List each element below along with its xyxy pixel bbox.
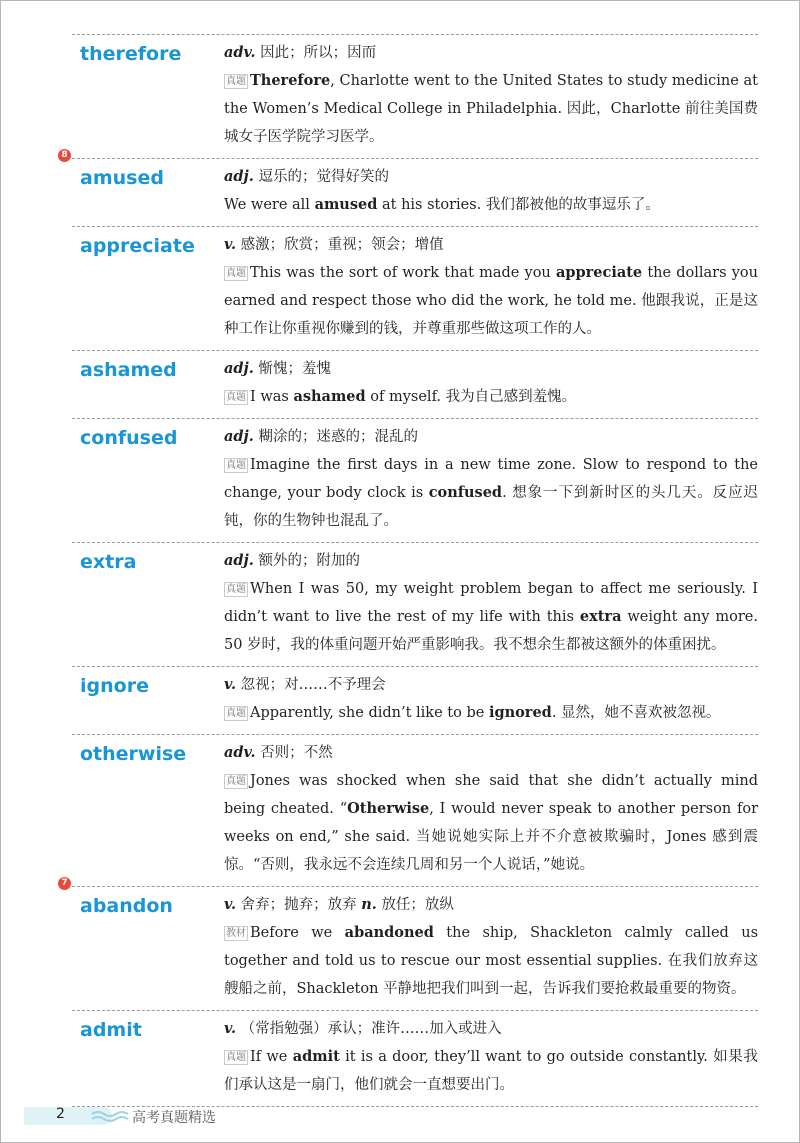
entry-body — [224, 671, 758, 727]
headword: amused — [80, 167, 164, 189]
example-keyword: abandoned — [344, 924, 434, 941]
example-text: We were all — [224, 197, 315, 213]
source-tag: 真题 — [226, 392, 246, 403]
definition-line — [224, 1015, 758, 1043]
headword: therefore — [80, 43, 182, 65]
example-sentence — [224, 767, 758, 879]
example-text: . 显然，她不喜欢被忽视。 — [551, 705, 721, 721]
source-tag: 真题 — [226, 76, 246, 87]
entry-body — [224, 231, 758, 343]
definition-line — [224, 739, 758, 767]
definition-line — [224, 671, 758, 699]
vocab-entry — [61, 150, 758, 226]
entry-body — [224, 547, 758, 659]
example-text: , I would never speak to another person for weeks on end,” she said. 当她说她实际上并不介意被欺骗时，Jones 感到震惊。“否则，我永远不会连续几周和另一个人说话，”她说。 — [224, 801, 758, 873]
part-of-speech: adj. — [224, 168, 254, 185]
entry-body — [224, 39, 758, 151]
source-tag: 教材 — [226, 928, 246, 939]
headword: extra — [80, 551, 137, 573]
example-text: Apparently, she didn’t like to be — [250, 705, 489, 721]
part-of-speech: adj. — [224, 552, 254, 569]
unit-marker-icon: 8 — [58, 149, 71, 162]
example-sentence — [224, 919, 758, 1003]
definition-line — [224, 547, 758, 575]
example-sentence — [224, 67, 758, 151]
headword: admit — [80, 1019, 142, 1041]
entry-body — [224, 739, 758, 879]
part-of-speech: adv. — [224, 744, 256, 761]
vocab-entry — [72, 1010, 758, 1107]
part-of-speech: v. — [224, 236, 237, 253]
vocab-entry — [72, 34, 758, 158]
source-tag: 真题 — [226, 776, 246, 787]
definition-text: 糊涂的；迷惑的；混乱的 — [258, 429, 418, 445]
headword: ignore — [80, 675, 149, 697]
entry-body — [224, 891, 758, 1003]
entry-body — [224, 423, 758, 535]
example-keyword: appreciate — [555, 264, 643, 281]
definition-line — [224, 891, 758, 919]
example-keyword: ashamed — [293, 388, 366, 405]
example-text: the dollars you earned and respect those who did the work, he told me. 他跟我说，正是这种工作让你重视你赚到的钱，并尊重那些做这项工作的人。 — [224, 265, 758, 337]
vocab-entry — [72, 734, 758, 886]
definition-text: 因此；所以；因而 — [260, 45, 377, 61]
definition-text: 感激；欣赏；重视；领会；增值 — [240, 237, 444, 253]
part-of-speech: v. — [224, 676, 237, 693]
vocab-entry — [72, 226, 758, 350]
source-tag: 真题 — [226, 1052, 246, 1063]
part-of-speech: n. — [361, 896, 377, 913]
part-of-speech: adj. — [224, 428, 254, 445]
example-text: Imagine the first days in a new time zone. Slow to respond to the change, your body clock is — [224, 457, 758, 501]
example-text: at his stories. 我们都被他的故事逗乐了。 — [377, 197, 660, 213]
headword: appreciate — [80, 235, 195, 257]
page-footer — [24, 1105, 344, 1127]
example-text: Jones was shocked when she said that she didn’t actually mind being cheated. “ — [224, 773, 758, 817]
example-text: Before we — [250, 925, 345, 941]
headword: otherwise — [80, 743, 187, 765]
definition-text: 放任；放纵 — [381, 897, 454, 913]
example-text: , Charlotte went to the United States to study medicine at the Women’s Medical College in Philadelphia. 因此，Charlotte 前往美国费城女子医学院学习医学。 — [224, 73, 758, 145]
headword: ashamed — [80, 359, 177, 381]
example-keyword: Therefore — [250, 72, 331, 89]
part-of-speech: v. — [224, 1020, 237, 1037]
example-text: of myself. 我为自己感到羞愧。 — [365, 389, 577, 405]
example-text: weight any more. 50 岁时，我的体重问题开始严重影响我。我不想余生都被这额外的体重困扰。 — [224, 609, 758, 653]
part-of-speech: adj. — [224, 360, 254, 377]
source-tag: 真题 — [226, 268, 246, 279]
example-sentence — [224, 259, 758, 343]
definition-line — [224, 231, 758, 259]
example-keyword: confused — [428, 484, 503, 501]
part-of-speech: adv. — [224, 44, 256, 61]
example-keyword: admit — [292, 1048, 340, 1065]
example-keyword: ignored — [488, 704, 552, 721]
source-tag: 真题 — [226, 708, 246, 719]
definition-text: 忽视；对……不予理会 — [240, 677, 386, 693]
definition-text: 舍弃；抛弃；放弃 — [240, 897, 357, 913]
example-sentence — [224, 451, 758, 535]
vocab-entry — [61, 878, 759, 1010]
vocab-entry — [72, 666, 758, 734]
example-text: This was the sort of work that made you — [250, 265, 556, 281]
example-text: I was — [250, 389, 294, 405]
book-title: 高考真题精选 — [132, 1110, 216, 1126]
vocab-entry — [72, 350, 758, 418]
definition-text: 否则；不然 — [260, 745, 333, 761]
definition-text: 惭愧；羞愧 — [258, 361, 331, 377]
definition-line — [224, 39, 758, 67]
vocabulary-list — [61, 34, 759, 1107]
headword: confused — [80, 427, 178, 449]
example-sentence — [224, 191, 758, 219]
definition-line — [224, 355, 758, 383]
example-sentence — [224, 383, 758, 411]
example-text: . 想象一下到新时区的头几天。反应迟钝，你的生物钟也混乱了。 — [224, 485, 758, 529]
example-sentence — [224, 699, 758, 727]
vocab-entry — [72, 542, 758, 666]
example-text: When I was 50, my weight problem began to affect me seriously. I didn’t want to live the rest of my life with this — [224, 581, 758, 625]
definition-line — [224, 163, 758, 191]
wave-icon — [90, 1108, 130, 1124]
headword: abandon — [80, 895, 173, 917]
example-text: the ship, Shackleton calmly called us together and told us to rescue our most essential supplies. 在我们放弃这艘船之前，Shackleton 平静地把我们叫到一起，告诉我们要抢救最重要的物资。 — [224, 925, 759, 997]
example-text: If we — [250, 1049, 293, 1065]
part-of-speech: v. — [224, 896, 237, 913]
entry-body — [224, 163, 758, 219]
definition-text: 逗乐的；觉得好笑的 — [258, 169, 389, 185]
page-number: 2 — [56, 1106, 65, 1122]
example-keyword: amused — [314, 196, 378, 213]
definition-line — [224, 423, 758, 451]
definition-text: 额外的；附加的 — [258, 553, 360, 569]
example-text: it is a door, they’ll want to go outside constantly. 如果我们承认这是一扇门，他们就会一直想要出门。 — [224, 1049, 758, 1093]
example-keyword: extra — [579, 608, 622, 625]
entry-body — [224, 355, 758, 411]
source-tag: 真题 — [226, 460, 246, 471]
definition-text: （常指勉强）承认；准许……加入或进入 — [240, 1021, 502, 1037]
source-tag: 真题 — [226, 584, 246, 595]
unit-marker-icon: 7 — [58, 877, 71, 890]
entry-body — [224, 1015, 758, 1099]
example-sentence — [224, 1043, 758, 1099]
example-sentence — [224, 575, 758, 659]
vocab-entry — [72, 418, 758, 542]
example-keyword: Otherwise — [347, 800, 430, 817]
